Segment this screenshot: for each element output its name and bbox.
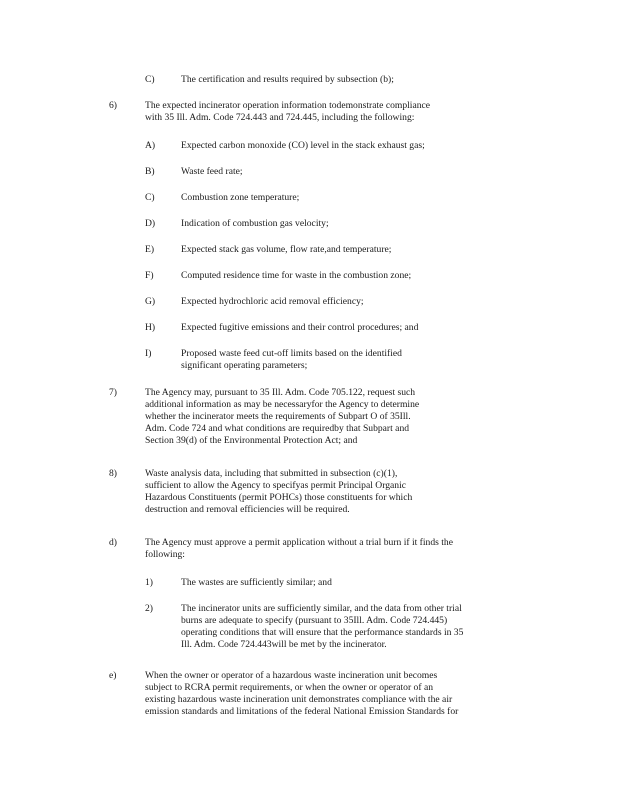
item-text: When the owner or operator of a hazardous waste incineration unit becomes subject to RCRA permit requirements, or when the owner or operator of an existing hazardous waste incineration unit demonstrates compliance with the air emission standards and limitations of the federal National Emission Standards for [145, 670, 459, 717]
item-text: Expected fugitive emissions and their control procedures; and [181, 322, 419, 333]
item-label: F) [145, 270, 154, 281]
list-item [145, 166, 531, 178]
item-label: C) [145, 74, 155, 85]
list-item [145, 296, 531, 308]
item-text: Proposed waste feed cut-off limits based on the identified significant operating parameters; [181, 348, 402, 371]
item-label: e) [109, 670, 117, 681]
item-label: 7) [109, 387, 117, 398]
item-text: The incinerator units are sufficiently similar, and the data from other trial burns are adequate to specify (pursuant to 35Ill. Adm. Code 724.445) operating conditions that will ensure that the performance standards in 35 Ill. Adm. Code 724.443will be met by the incinerator. [181, 603, 464, 650]
list-item [145, 244, 531, 256]
list-item [145, 270, 531, 282]
list-item [145, 192, 531, 204]
item-text: The Agency may, pursuant to 35 Ill. Adm. Code 705.122, request such additional information as may be necessaryfor the Agency to determine whether the incinerator meets the requirements of Subpart O of 35Ill. Adm. Code 724 and what conditions are requiredby that Subpart and Section 39(d) of the Environmental Protection Act; and [145, 387, 420, 446]
item-text: The Agency must approve a permit application without a trial burn if it finds the following: [145, 537, 453, 560]
item-text: The wastes are sufficiently similar; and [181, 577, 332, 588]
list-item [145, 577, 531, 589]
item-text: The expected incinerator operation information todemonstrate compliance with 35 Ill. Adm. Code 724.443 and 724.445, including the following: [145, 100, 431, 123]
item-label: I) [145, 348, 152, 359]
item-label: 8) [109, 468, 117, 479]
list-item [145, 348, 531, 372]
item-label: D) [145, 218, 156, 229]
list-item [109, 537, 531, 561]
list-item [109, 670, 531, 718]
item-label: E) [145, 244, 155, 255]
item-text: Expected hydrochloric acid removal efficiency; [181, 296, 364, 307]
item-label: B) [145, 166, 155, 177]
item-text: The certification and results required by subsection (b); [181, 74, 394, 85]
item-label: d) [109, 537, 117, 548]
list-item [145, 218, 531, 230]
item-text: Waste feed rate; [181, 166, 243, 177]
item-label: 1) [145, 577, 153, 588]
item-text: Computed residence time for waste in the combustion zone; [181, 270, 412, 281]
list-item [109, 468, 531, 516]
list-item [109, 387, 531, 447]
item-text: Waste analysis data, including that submitted in subsection (c)(1), sufficient to allow the Agency to specifyas permit Principal Organic Hazardous Constituents (permit POHCs) those constituents for which destruction and removal efficiencies will be required. [145, 468, 413, 515]
item-label: 2) [145, 603, 153, 614]
list-item [109, 100, 531, 124]
item-label: G) [145, 296, 156, 307]
item-label: H) [145, 322, 156, 333]
list-item [145, 603, 531, 651]
item-text: Indication of combustion gas velocity; [181, 218, 329, 229]
item-text: Combustion zone temperature; [181, 192, 300, 203]
item-text: Expected carbon monoxide (CO) level in the stack exhaust gas; [181, 140, 425, 151]
list-item [145, 140, 531, 152]
list-item [145, 322, 531, 334]
item-label: 6) [109, 100, 117, 111]
item-label: C) [145, 192, 155, 203]
list-item [145, 74, 531, 86]
item-text: Expected stack gas volume, flow rate,and temperature; [181, 244, 392, 255]
item-label: A) [145, 140, 156, 151]
